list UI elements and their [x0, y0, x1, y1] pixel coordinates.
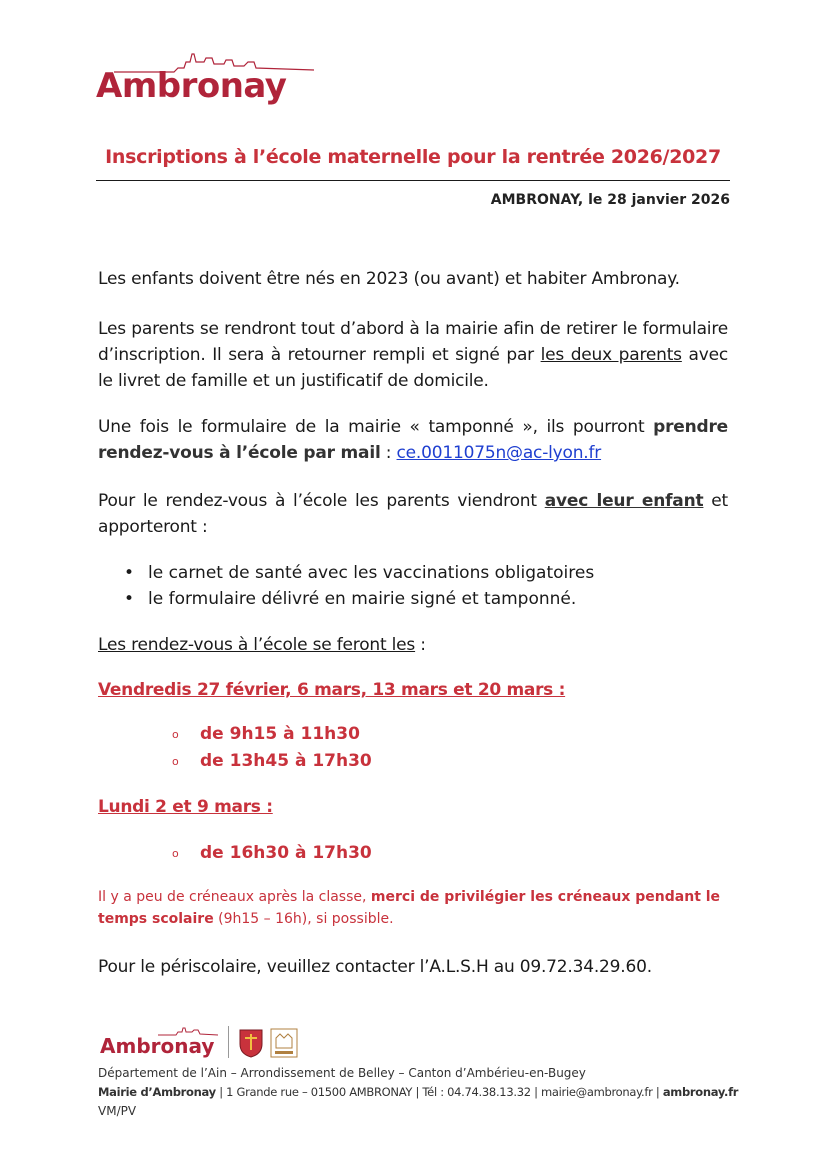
parents-paragraph — [98, 316, 728, 394]
community-badge-icon — [270, 1028, 298, 1058]
documents-paragraph — [98, 488, 728, 540]
bullet-icon: • — [124, 563, 135, 583]
periscolaire-paragraph: Pour le périscolaire, veuillez contacter l’A.L.S.H au 09.72.34.29.60. — [98, 957, 652, 977]
time-slot-text: de 9h15 à 11h30 — [200, 724, 360, 744]
both-parents-emphasis: les deux parents — [540, 345, 682, 365]
bullet-icon: • — [124, 589, 135, 609]
footer-mairie-name: Mairie d’Ambronay — [98, 1085, 216, 1099]
logo-wordmark: Ambronay — [96, 66, 287, 106]
parents-text: Les parents se rendront tout d’abord à la mairie afin de retirer le formulaire d’inscription. Il sera à retourner rempli et signé par — [98, 319, 728, 365]
with-child-emphasis: avec leur enfant — [544, 491, 704, 511]
appointment-emphasis: prendre rendez-vous à l’école par mail — [98, 417, 728, 463]
eligibility-paragraph: Les enfants doivent être nés en 2023 (ou avant) et habiter Ambronay. — [98, 269, 680, 289]
time-slot — [172, 751, 372, 771]
documents-text-end: et apporteront : — [98, 491, 729, 537]
circle-bullet-icon: o — [172, 727, 179, 741]
appointment-separator: : — [380, 443, 397, 463]
school-email-link[interactable]: ce.0011075n@ac-lyon.fr — [396, 443, 602, 463]
footer-logo-group — [100, 1026, 310, 1062]
date-line: AMBRONAY, le 28 janvier 2026 — [490, 192, 730, 208]
time-slot — [172, 724, 360, 744]
list-item — [124, 586, 576, 612]
footer-department-line: Département de l’Ain – Arrondissement de Belley – Canton d’Ambérieu-en-Bugey — [98, 1066, 586, 1080]
ambronay-logo — [96, 48, 316, 112]
list-item-text: le carnet de santé avec les vaccinations obligatoires — [148, 563, 595, 583]
footer-initials: VM/PV — [98, 1104, 137, 1118]
time-slot-text: de 13h45 à 17h30 — [200, 751, 372, 771]
title-divider — [96, 180, 730, 181]
footer-contact-line — [98, 1085, 738, 1099]
priority-note — [98, 886, 728, 930]
appointment-text: Une fois le formulaire de la mairie « tamponné », ils pourront — [98, 417, 654, 437]
footer-logo-divider — [228, 1026, 229, 1058]
coat-of-arms-icon — [238, 1028, 264, 1058]
fridays-heading: Vendredis 27 février, 6 mars, 13 mars et 20 mars : — [98, 680, 566, 700]
list-item-text: le formulaire délivré en mairie signé et tamponné. — [148, 589, 577, 609]
circle-bullet-icon: o — [172, 754, 179, 768]
footer-skyline-icon — [158, 1026, 218, 1036]
page-title: Inscriptions à l’école maternelle pour la rentrée 2026/2027 — [105, 146, 721, 168]
time-slot-text: de 16h30 à 17h30 — [200, 843, 372, 863]
parents-text-end: avec le livret de famille et un justificatif de domicile. — [98, 345, 728, 391]
note-text: Il y a peu de créneaux après la classe, — [98, 889, 371, 905]
appointments-intro-text: Les rendez-vous à l’école se feront les — [98, 635, 416, 655]
footer-contact-details: | 1 Grande rue – 01500 AMBRONAY | Tél : 04.74.38.13.32 | mairie@ambronay.fr | — [215, 1085, 663, 1099]
appointments-intro — [98, 632, 728, 658]
note-emphasis: merci de privilégier les créneaux pendant le temps scolaire — [98, 889, 721, 927]
appointments-intro-colon: : — [415, 635, 426, 655]
footer-logo-wordmark: Ambronay — [100, 1034, 215, 1058]
documents-text: Pour le rendez-vous à l’école les parents viendront — [98, 491, 545, 511]
time-slot — [172, 843, 372, 863]
circle-bullet-icon: o — [172, 846, 179, 860]
list-item — [124, 560, 594, 586]
mondays-heading: Lundi 2 et 9 mars : — [98, 797, 273, 817]
note-text-end: (9h15 – 16h), si possible. — [213, 911, 394, 927]
appointment-paragraph — [98, 414, 728, 466]
footer-website-link[interactable]: ambronay.fr — [662, 1085, 739, 1099]
